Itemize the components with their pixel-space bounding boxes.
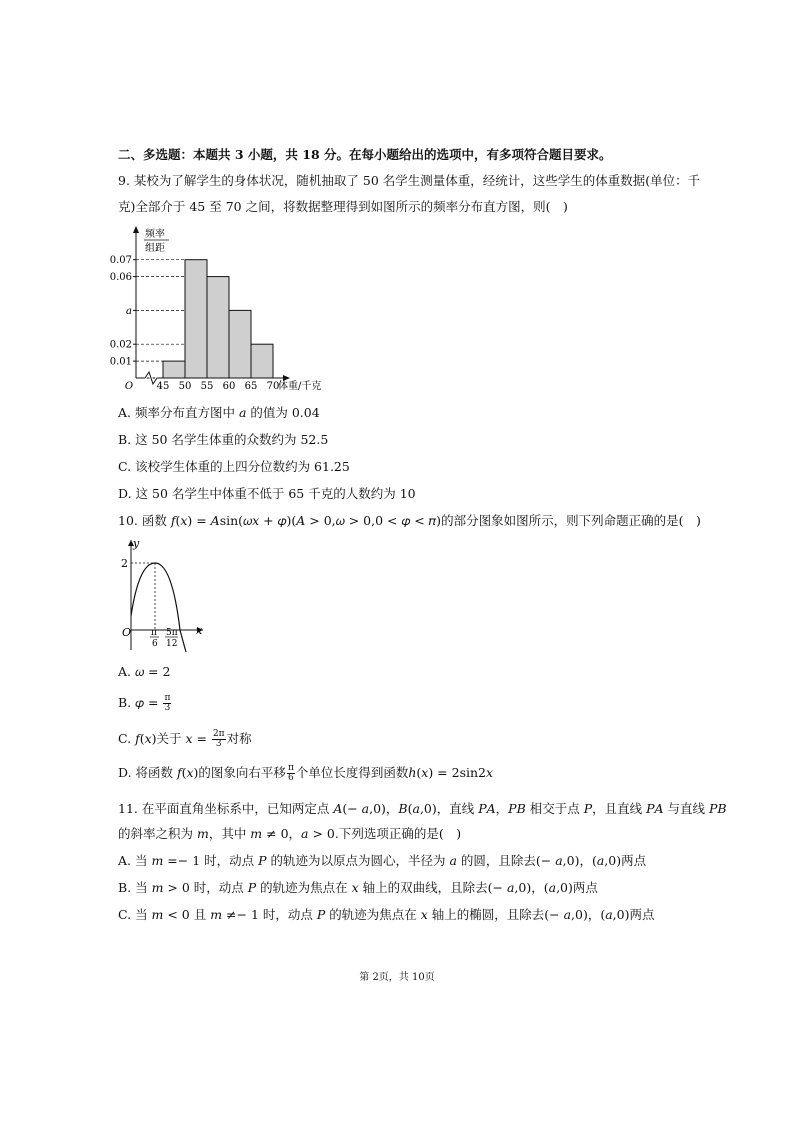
histogram-bar-50-55 bbox=[185, 260, 207, 378]
tick1-den: 6 bbox=[152, 639, 158, 649]
y-tick-label-3: 0.02 bbox=[109, 339, 132, 351]
fraction-denominator: 3 bbox=[215, 739, 222, 749]
q9-option-c: C. 该校学生体重的上四分位数约为 61.25 bbox=[118, 459, 350, 474]
q9-option-d: D. 这 50 名学生中体重不低于 65 千克的人数约为 10 bbox=[118, 486, 416, 501]
histogram-bar-60-65 bbox=[229, 310, 251, 378]
fraction-denominator: 6 bbox=[288, 773, 294, 783]
q11-option-c: C. 当 𝑚 < 0 且 𝑚 ≠− 1 时，动点 𝑃 的轨迹为焦点在 𝑥 轴上的椭圆，且除去(− 𝑎,0)，(𝑎,0)两点 bbox=[118, 907, 655, 922]
histogram-chart bbox=[100, 222, 360, 392]
q9-option-b: B. 这 50 名学生体重的众数约为 52.5 bbox=[118, 432, 329, 447]
y-axis-label-bottom: 组距 bbox=[145, 243, 165, 254]
q10-option-c-prefix: C. 𝑓(𝑥)关于 𝑥 = bbox=[118, 731, 211, 746]
histogram-bar-45-50 bbox=[163, 361, 185, 378]
q10-option-d-prefix: D. 将函数 𝑓(𝑥)的图象向右平移 bbox=[118, 765, 286, 780]
x-axis-label: 体重/千克 bbox=[278, 381, 322, 392]
fraction-numerator: 2π bbox=[212, 729, 225, 739]
q11-stem-line1: 11. 在平面直角坐标系中，已知两定点 𝐴(− 𝑎,0)，𝐵(𝑎,0)，直线 𝑃𝐴，𝑃𝐵 相交于点 𝑃，且直线 𝑃𝐴 与直线 𝑃𝐵 bbox=[118, 801, 727, 816]
q10-option-c-suffix: 对称 bbox=[226, 731, 252, 746]
q10-option-d-fraction bbox=[287, 764, 295, 783]
q10-stem-prefix: 10. 函数 bbox=[118, 513, 171, 528]
x-tick-label-60: 60 bbox=[222, 381, 236, 392]
sine-graph bbox=[115, 535, 215, 653]
q11-option-b: B. 当 𝑚 > 0 时，动点 𝑃 的轨迹为焦点在 𝑥 轴上的双曲线，且除去(− 𝑎,0)，(𝑎,0)两点 bbox=[118, 880, 598, 895]
q10-option-c bbox=[118, 729, 252, 749]
y-label: y bbox=[133, 537, 140, 550]
x-tick-label-55: 55 bbox=[200, 381, 214, 392]
tick1-num: π bbox=[151, 628, 157, 638]
q10-option-b-fraction bbox=[163, 694, 171, 713]
q10-stem-math: 𝑓(𝑥) = 𝐴sin(𝜔𝑥 + 𝜑)(𝐴 > 0,𝜔 > 0,0 < 𝜑 < 𝜋) bbox=[170, 513, 442, 528]
y-tick-label-1: 0.06 bbox=[109, 272, 132, 284]
q10-option-c-fraction bbox=[212, 730, 226, 749]
histogram-bar-55-60 bbox=[207, 277, 229, 378]
page-footer: 第 2页，共 10页 bbox=[359, 972, 435, 983]
q10-option-b-prefix: B. 𝜑 = bbox=[118, 695, 163, 710]
origin-label: O bbox=[124, 381, 134, 392]
y-tick-label-4: 0.01 bbox=[109, 356, 132, 368]
q10-option-b bbox=[118, 694, 172, 713]
x-tick-label-50: 50 bbox=[178, 381, 192, 392]
q9-stem-line2: 克)全部介于 45 至 70 之间，将数据整理得到如图所示的频率分布直方图，则( ) bbox=[118, 199, 568, 214]
histogram-layer bbox=[110, 226, 322, 392]
histogram-bar-65-70 bbox=[251, 344, 273, 378]
y-tick-label-0: 0.07 bbox=[109, 255, 132, 267]
y-axis-arrow bbox=[133, 226, 139, 233]
section-title: 二、多选题：本题共 3 小题，共 18 分。在每小题给出的选项中，有多项符合题目要求。 bbox=[118, 147, 612, 162]
peak-value: 2 bbox=[121, 557, 128, 570]
q11-option-a: A. 当 𝑚 =− 1 时，动点 𝑃 的轨迹为以原点为圆心，半径为 𝑎 的圆，且除去(− 𝑎,0)，(𝑎,0)两点 bbox=[118, 853, 647, 868]
y-axis-label-top: 频率 bbox=[145, 229, 165, 240]
x-tick-label-65: 65 bbox=[244, 381, 258, 392]
q10-stem bbox=[118, 511, 701, 529]
fraction-numerator: π bbox=[287, 763, 294, 773]
sine-curve bbox=[131, 563, 186, 652]
q10-option-a: A. 𝜔 = 2 bbox=[118, 664, 171, 679]
tick2-num: 5π bbox=[166, 628, 178, 638]
q10-option-d-suffix: 个单位长度得到函数ℎ(𝑥) = 2sin2𝑥 bbox=[295, 765, 494, 780]
x-tick-label-45: 45 bbox=[156, 381, 170, 392]
tick2-den: 12 bbox=[166, 639, 178, 649]
fraction-numerator: π bbox=[164, 693, 171, 703]
q10-option-d bbox=[118, 763, 493, 783]
x-label: x bbox=[196, 624, 203, 637]
q9-stem-line1: 9. 某校为了解学生的身体状况，随机抽取了 50 名学生测量体重，经统计，这些学生的体重数据(单位：千 bbox=[118, 173, 701, 188]
x-tick-label-70: 70 bbox=[266, 381, 280, 392]
fraction-denominator: 3 bbox=[164, 703, 171, 713]
q11-stem-line2: 的斜率之积为 𝑚，其中 𝑚 ≠ 0，𝑎 > 0.下列选项正确的是( ) bbox=[118, 826, 462, 841]
q9-option-a: A. 频率分布直方图中 𝑎 的值为 0.04 bbox=[118, 405, 320, 420]
origin-label: O bbox=[122, 626, 132, 639]
y-tick-label-2: a bbox=[126, 305, 132, 317]
q10-stem-suffix: 的部分图象如图所示，则下列命题正确的是( ) bbox=[441, 513, 701, 528]
